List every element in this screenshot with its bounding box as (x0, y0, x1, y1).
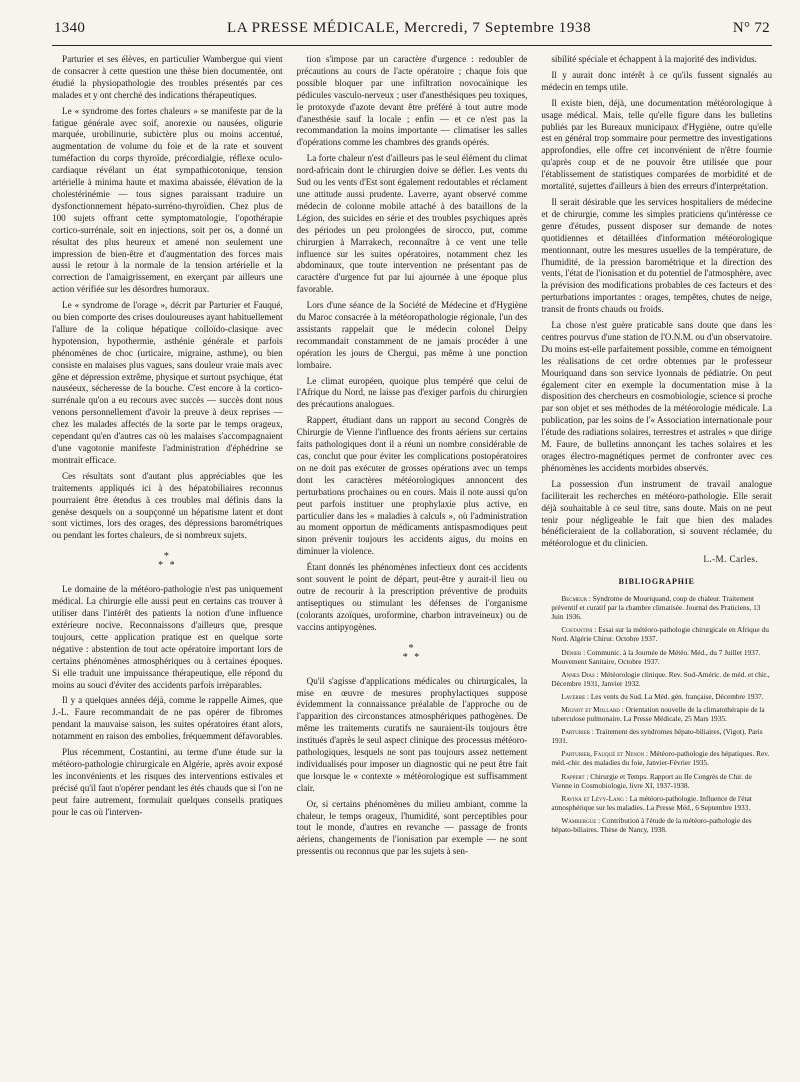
article-columns (52, 54, 772, 862)
bibliography-entry (541, 749, 772, 767)
bibliography-author: Wambergue (561, 815, 597, 825)
paragraph: Parturier et ses élèves, en particulier Wambergue qui vient de consacrer à cette question une thèse bien documentée, ont étudié la physiopathologie des troubles présentés par ces malades et y ont cherché des indications thérapeutiques. (52, 54, 283, 100)
bibliography-entry (541, 727, 772, 745)
paragraph: Rappert, étudiant dans un rapport au second Congrès de Chirurgie de Vienne l'influence des fronts aériens sur certains faits pathologiques dont il a réuni un nombre considérable de cas, conclut que pour éviter les complications postopératoires on ne doit pas exécuter de grosses opérations avec un temps dont les caractères météorologiques annoncent des perturbations prochaines ou en cours. Mais il note aussi qu'on peut parfois instituer une prophylaxie plus active, en particulier dans les « maladies à calculs », où l'administration au moment opportun de médicaments antispasmodiques peut sinon prévenir toujours les accidents aigus, du moins en diminuer la violence. (296, 415, 528, 557)
paragraph: Qu'il s'agisse d'applications médicales ou chirurgicales, la mise en œuvre de mesures prophylactiques suppose évidemment la connaissance préalable de l'approche ou de l'apparition des circonstances atmosphériques pathogènes. De même les traitements curatifs ne sauraient-ils toujours être institués d'après le seul aspect clinique des processus météoro-pathologiques, lesquels ne sont pas toujours assez nettement individualisés pour imposer un diagnostic qui ne peut être fait que lorsque le « contexte » météorologique est suffisamment clair. (296, 675, 528, 793)
paragraph: Le domaine de la météoro-pathologie n'est pas uniquement médical. La chirurgie elle aussi peut en certains cas trouver à utiliser dans l'intérêt des patients la notion d'une influence extérieure nocive. Reconnaissons d'ailleurs que, presque toujours, cette application pratique est en quelque sorte négative : abstention de tout acte opératoire important lors de certains phénomènes atmosphériques ou à certaines époques. Si elle traduit une impuissance thérapeutique, elle répond du moins au souci d'éviter des accidents parfois irréparables. (52, 584, 283, 690)
page-header (52, 20, 772, 46)
bibliography-author: Ravina et Lévy-Lang (561, 793, 624, 803)
issue-number: N° 72 (732, 20, 770, 36)
paragraph: Il serait désirable que les services hospitaliers de médecine et de chirurgie, comme les simples praticiens qu'intéresse ce genre d'études, pussent disposer sur demande de notes quotidiennes et détaillées d'information météorologique mentionnant, outre les mesures usuelles de la température, de l'humidité, de la pression barométrique et la direction des vents, l'état de l'ionisation et du potentiel de l'atmosphère, avec la prévision des modifications probables de ces facteurs et des perturbations importantes : orages, tempêtes, chutes de neige, transit de fronts chauds ou froids. (541, 196, 773, 315)
paragraph: Or, si certains phénomènes du milieu ambiant, comme la chaleur, le temps orageux, l'humidité, sont perceptibles pour tout le monde, d'autres en revanche — passage de fronts aériens, changements de l'ionisation par exemple — ne sont pressentis ou reconnus que par les sujets à sen- (296, 798, 528, 857)
column-3 (541, 54, 772, 862)
bibliography-entry (541, 625, 772, 643)
bibliography-reference: : Syndrome de Mouriquand, coup de chaleur. Traitement préventif et curatif par la chambre climatisée. Journal des Praticiens, 13 Juin 1936. (551, 594, 761, 622)
bibliography-entry (541, 705, 772, 723)
bibliography-list (541, 594, 772, 834)
separator-star: * (163, 551, 171, 563)
paragraph: Le climat européen, quoique plus tempéré que celui de l'Afrique du Nord, ne laisse pas d'exiger parfois du chirurgien des précautions analogues. (296, 375, 528, 410)
bibliography-reference: : Météorologie clinique. Rev. Sud-Améric. de méd. et chir., Décembre 1931, Janvier 1932. (551, 669, 770, 688)
bibliography-entry (541, 670, 772, 688)
journal-title: LA PRESSE MÉDICALE, Mercredi, 7 Septembre 1938 (226, 20, 592, 36)
paragraph: Lors d'une séance de la Société de Médecine et d'Hygiène du Maroc consacrée à la météoropathologie régionale, l'un des assistants rappelait que le médecin colonel Delpy recommandait constamment de ne jamais procéder à une opération les jours de Chergui, pas même à une ponction lombaire. (296, 300, 528, 370)
bibliography-author: Annes Dias (561, 669, 595, 679)
paragraph: Il y a quelques années déjà, comme le rappelle Aimes, que J.-L. Faure recommandait de ne pas opérer de fibromes pendant la mauvaise saison, les suites opératoires étant alors, notamment en raison des embolies, fréquemment défavorables. (52, 695, 283, 742)
separator-stars: * * (158, 560, 177, 572)
page-number: 1340 (54, 20, 86, 36)
bibliography-entry (541, 648, 772, 666)
column-1 (52, 54, 283, 862)
separator-star: * (408, 642, 416, 654)
bibliography-entry (541, 692, 772, 701)
bibliography-reference: : Communic. à la Journée de Météo. Méd., du 7 Juillet 1937. Mouvement Sanitaire, Octobre 1937. (551, 647, 761, 666)
paragraph: tion s'impose par un caractère d'urgence : redoubler de précautions au cours de l'acte opératoire ; chaque fois que possible bloquer par une infiltration novocaïnique les pédicules vasculo-nerveux ; user d'anesthésiques peu toxiques, le protoxyde d'azote devant être préféré à tout autre mode d'anesthésie sauf la locale ; enfin — et ce n'est pas la recommandation la moins importante — climatiser les salles d'opérations comme les chambres des grands opérés. (296, 54, 528, 148)
bibliography-author: Mignot et Mollard (561, 705, 620, 714)
bibliography-entry (541, 594, 772, 621)
paragraph: La forte chaleur n'est d'ailleurs pas le seul élément du climat nord-africain dont le chirurgien doive se défier. Les vents du Sud ou les vents d'Est sont également redoutables et réclament une attitude aussi prudente. Laverre, ayant observé comme médecin de colonne mobile attaché à des bataillons de la Légion, des suicides en série et des troubles psychiques après des périodes un peu prolongées de sirocco, put, comme chirurgien à Marrakech, reconnaître à ce vent une telle influence sur les suites opératoires, notamment chez les abdominaux, que toute intervention ne présentant pas de caractère d'urgence fut par lui ajournée à une époque plus favorable. (296, 153, 528, 295)
paragraph: Le « syndrome de l'orage », décrit par Parturier et Fauqué, ou bien comporte des crises douloureuses ayant habituellement l'allure de la colique hépatique colloïdo-clasique avec hypotension, hypothermie, asthénie générale et parfois phénomènes de choc (urticaire, migraine, asthme), ou bien consiste en malaises plus vagues, sans douleur vraie mais avec gêne et dépression extrême, physique et surtout psychique, état nauséeux, sécheresse de la bouche. C'est encore à la cortico-surrénale qu'on a eu recours avec succès — succès dont nous venons personnellement d'avoir la preuve à deux reprises — chez les malades affectés de la sorte par le temps orageux, cependant qu'en d'autres cas où les malaises s'accompagnaient d'une vagotonie manifeste l'administration d'éphédrine se montrait efficace. (52, 300, 283, 465)
bibliography-author: Laverre (561, 691, 586, 701)
paragraph: Étant donnés les phénomènes infectieux dont ces accidents sont souvent le point de départ, peut-être y aurait-il lieu ou outre de recourir à la prescription préventive de produits antiseptiques ou stimulant les défenses de l'organisme (colorants azoïques, uroformine, charbon intraveineux) ou de vaccins antipyogènes. (296, 562, 528, 632)
separator-stars: * * (402, 651, 422, 663)
bibliography-reference: : Essai sur la météoro-pathologie chirurgicale en Afrique du Nord. Algérie Chirur. Octobre 1937. (551, 625, 769, 644)
paragraph: La possession d'un instrument de travail analogue faciliterait les recherches en météoro-pathologie. Elle serait déjà souhaitable à ce seul titre, sans doute. Mais on ne peut tenir pour négligeable le fait que bien des malades bénéficieraient de la collaboration, si souvent réclamée, du météorologue et du clinicien. (541, 478, 773, 549)
bibliography-title: BIBLIOGRAPHIE (618, 577, 695, 587)
bibliography-entry (541, 772, 772, 790)
bibliography-author: Dénier (561, 647, 582, 657)
bibliography-reference: : Contribution à l'étude de la météoro-pathologie des hépato-biliaires. Thèse de Nancy, 1938. (551, 815, 752, 835)
paragraph: sibilité spéciale et échappent à la majorité des individus. (551, 54, 757, 64)
bibliography-reference: : La météoro-pathologie. Influence de l'état atmosphérique sur les maladies. La Presse Méd., 6 Septembre 1933. (551, 793, 752, 812)
bibliography-reference: : Traitement des syndromes hépato-biliaires, (Vigot), Paris 1931. (551, 727, 763, 746)
paragraph: Le « syndrome des fortes chaleurs » se manifeste par de la fatigue générale avec soif, anorexie ou nausées, oligurie marquée, urobilinurie, subictère plus ou moins accentué, augmentation de volume du foie et de la rate et souvent tuméfaction du corps thyroïde, précordialgie, réflexe oculo-cardiaque révélant un état sympathicotonique, tension artérielle à minima haute et maxima abaissée, élévation de la cholestérinémie — tous signes paraissant traduire un dysfonctionnement hépato-surréno-thyroïdien. Chez plus de 100 sujets offrant cette symptomatologie, l'opothérapie cortico-surrénale, soit en injections, soit per os, a donné un résultat des plus heureux et amené non seulement une impression de bien-être et d'augmentation des forces mais aussi le retour à la normale de la tension artérielle et la correction de l'amaigrissement, en exerçant par ailleurs une action vérifiée sur les désordres humoraux. (52, 105, 283, 295)
bibliography-author: Parturier, Fauqué et Nenon (561, 749, 645, 759)
paragraph: Il y aurait donc intérêt à ce qu'ils fussent signalés au médecin en temps utile. (541, 69, 773, 92)
paragraph: Plus récemment, Costantini, au terme d'une étude sur la météoro-pathologie chirurgicale en Algérie, après avoir exposé les inconvénients et les risques des interventions estivales et précisé qu'il faut n'opérer pendant les étés chauds que si l'on ne peut faire autrement, formulait quelques conseils pratiques pour le cas où l'interven- (52, 747, 283, 817)
bibliography-author: Costantini (561, 625, 593, 635)
paragraph: Il existe bien, déjà, une documentation météorologique à usage médical. Mais, telle qu'elle figure dans les bulletins publiés par les Bureaux municipaux d'Hygiène, outre qu'elle est en général trop sommaire pour permettre des investigations approfondies, elle offre cet inconvénient de n'être fournie qu'après coup et de ne pouvoir être utilisée que pour l'établissement de statistiques comparées de morbidité et de mortalité, sujettes d'ailleurs à bien des erreurs d'interprétation. (541, 97, 773, 192)
author-signature: L.-M. Carles. (703, 554, 759, 565)
column-2 (297, 54, 528, 862)
bibliography-reference: : Chirurgie et Temps. Rapport au IIe Congrès de Chir. de Vienne in Cosmobiologie, livre XI, 1937-1938. (551, 771, 752, 790)
bibliography-author: Rappert (561, 771, 585, 781)
bibliography-entry (541, 816, 772, 834)
bibliography-reference: : Orientation nouvelle de la climatothérapie de la tuberculose pulmonaire. La Presse Médicale, 25 Mars 1935. (551, 705, 765, 724)
bibliography-reference: : Les vents du Sud. La Méd. gén. française, Décembre 1937. (585, 691, 764, 701)
bibliography-author: Parturier (561, 727, 591, 737)
bibliography-reference: : Météoro-pathologie des hépatiques. Rev. méd.-chir. des maladies du foie, Janvier-Février 1935. (551, 749, 770, 768)
bibliography-entry (541, 794, 772, 812)
section-separator (52, 552, 283, 570)
paragraph: La chose n'est guère praticable sans doute que dans les centres pourvus d'une station de l'O.N.M. ou d'un observatoire. Du moins est-elle parfaitement possible, comme en témoignent les réalisations de cet ordre obtenues par le professeur Mouriquand dans son service lyonnais de pédiatrie. On peut également citer en exemple la documentation mise à la disposition des chercheurs en cosmobiologie, science si proche par son objet et ses méthodes de la météorologie médicale. La publication, par les soins de l'« Association internationale pour l'étude des radiations solaires, terrestres et astrales » que dirige M. Faure, de bulletins annonçant les taches solaires et les orages électro-magnétiques permet de confronter avec ces phénomènes les accidents morbides observés. (541, 320, 773, 473)
paragraph: Ces résultats sont d'autant plus appréciables que les traitements appliqués ici à des hépatobiliaires reconnus pourraient être étendus à ces troubles mal définis dans la genèse desquels on a soupçonné un hépatisme latent et dont sont victimes, lors des orages, des dépressions barométriques ou pendant les fortes chaleurs, de si nombreux sujets. (52, 470, 283, 541)
bibliography-author: Becmeur (561, 594, 588, 604)
section-separator (297, 644, 528, 662)
